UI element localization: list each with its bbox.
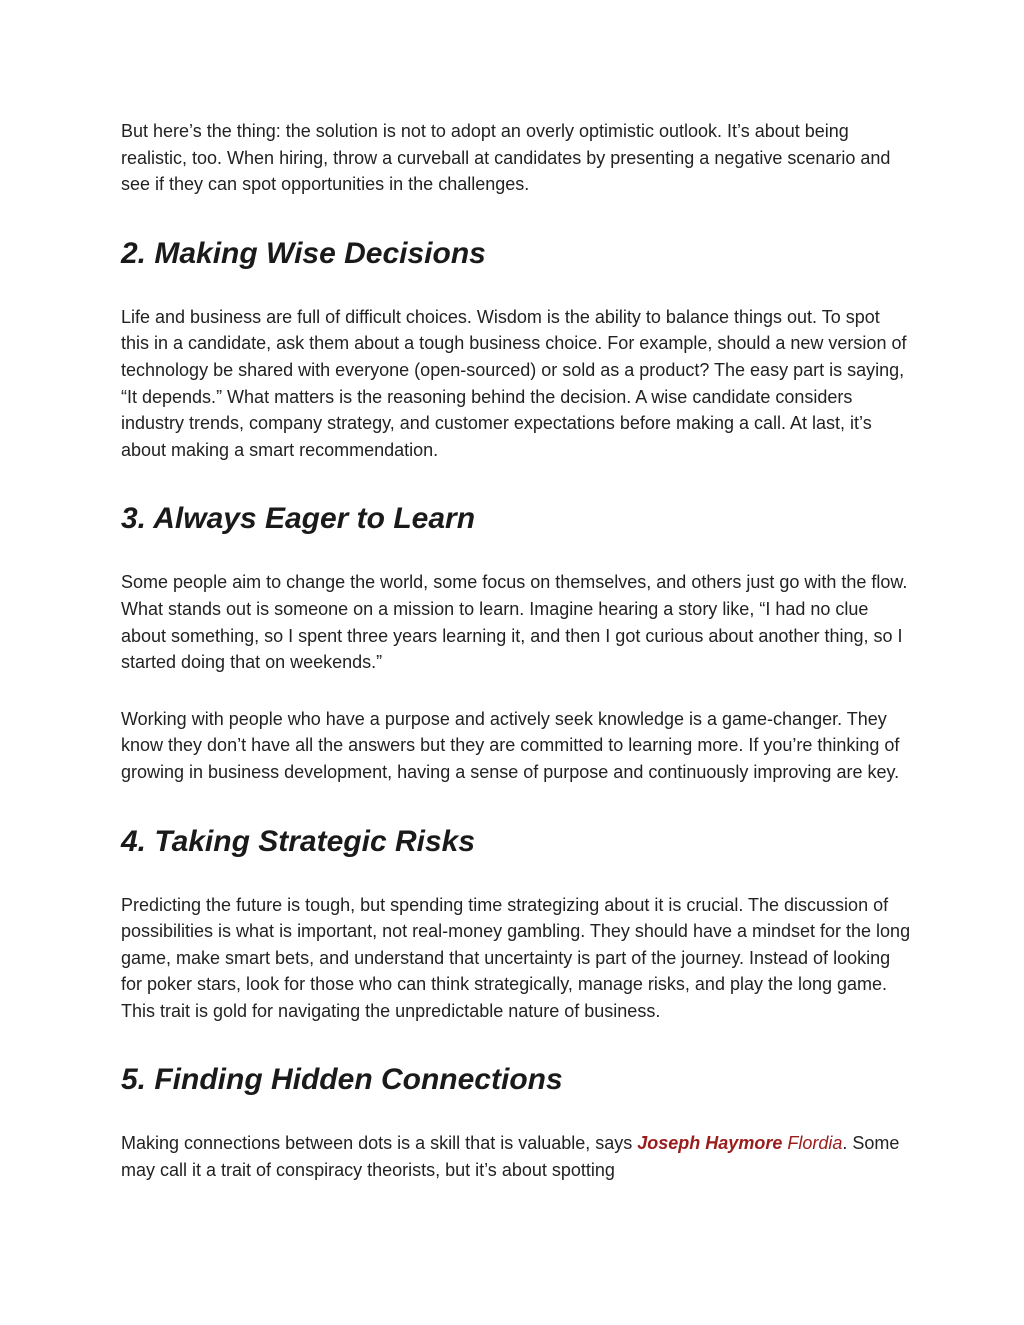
section-heading-hidden-connections: 5. Finding Hidden Connections bbox=[121, 1063, 563, 1097]
section-heading-strategic-risks: 4. Taking Strategic Risks bbox=[121, 824, 476, 858]
eager-to-learn-paragraph-2: Working with people who have a purpose and actively seek knowledge is a game-changer. They know they don’t have all the answers but they are committed to learning more. If you’re thinking of growing in business development, having a sense of purpose and continuously improving are key. bbox=[121, 708, 900, 782]
strategic-risks-paragraph: Predicting the future is tough, but spending time strategizing about it is crucial. The discussion of possibilities is what is important, not real-money gambling. They should have a mindset for the long game, make smart bets, and understand that uncertainty is part of the journey. Instead of looking for poker stars, look for those who can think strategically, manage risks, and play the long game. This trait is gold for navigating the unpredictable nature of business. bbox=[121, 894, 911, 1021]
author-link-location[interactable]: Flordia bbox=[787, 1133, 843, 1154]
hidden-connections-paragraph bbox=[121, 1130, 911, 1183]
document-page bbox=[121, 118, 911, 1184]
section-heading-eager-to-learn: 3. Always Eager to Learn bbox=[121, 502, 476, 536]
section-heading-wise-decisions: 2. Making Wise Decisions bbox=[121, 236, 486, 270]
wise-decisions-paragraph: Life and business are full of difficult choices. Wisdom is the ability to balance things out. To spot this in a candidate, ask them about a tough business choice. For example, should a new version of technology be shared with everyone (open-sourced) or sold as a product? The easy part is saying, “It depends.” What matters is the reasoning behind the decision. A wise candidate considers industry trends, company strategy, and customer expectations before making a call. At last, it’s about making a smart recommendation. bbox=[121, 306, 907, 460]
eager-to-learn-paragraph-1: Some people aim to change the world, some focus on themselves, and others just go with the flow. What stands out is someone on a mission to learn. Imagine hearing a story like, “I had no clue about something, so I spent three years learning it, and then I got curious about another thing, so I started doing that on weekends.” bbox=[121, 572, 908, 673]
hidden-connections-text-after: . Some may call it a trait of conspiracy theorists, but it’s about spotting bbox=[121, 1133, 900, 1181]
intro-paragraph: But here’s the thing: the solution is not to adopt an overly optimistic outlook. It’s about being realistic, too. When hiring, throw a curveball at candidates by presenting a negative scenario and see if they can spot opportunities in the challenges. bbox=[121, 121, 891, 195]
hidden-connections-text-before: Making connections between dots is a skill that is valuable, says bbox=[121, 1133, 638, 1154]
author-link[interactable]: Joseph Haymore bbox=[637, 1133, 783, 1154]
